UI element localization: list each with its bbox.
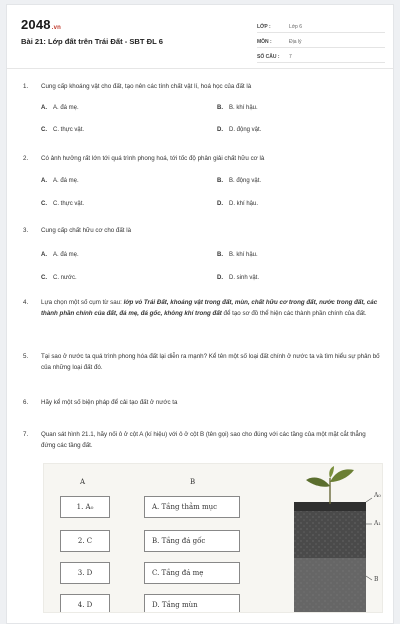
question-1 [23, 81, 381, 132]
meta-label: SỐ CÂU : [257, 54, 280, 60]
layer-label-a0: A₀ [374, 492, 381, 499]
column-b-cell[interactable]: D. Tầng mùn [144, 594, 240, 613]
option-d[interactable]: D. D. khí hậu. [217, 201, 259, 207]
question-6 [23, 397, 381, 408]
meta-value: 7 [289, 54, 292, 60]
answer-options [23, 92, 381, 132]
option-d[interactable]: D. D. động vật. [217, 127, 262, 133]
option-c[interactable]: C. C. thực vật. [41, 201, 85, 207]
meta-row-class [257, 18, 385, 33]
column-a-cell[interactable]: 4. D [60, 594, 110, 613]
question-text: Cung cấp chất hữu cơ cho đất là [41, 227, 132, 234]
column-a-cell[interactable]: 3. D [60, 562, 110, 584]
layer-label-b: B [374, 576, 379, 583]
option-d[interactable]: D. D. sinh vật. [217, 275, 260, 281]
question-number: 3. [23, 227, 29, 234]
meta-value: Địa lý [289, 39, 302, 45]
meta-row-subject [257, 33, 385, 48]
meta-value: Lớp 6 [289, 24, 303, 30]
column-b-heading: B [190, 478, 196, 486]
option-a[interactable]: A. A. đá mẹ. [41, 252, 79, 258]
question-number: 5. [23, 353, 29, 360]
option-b[interactable]: B. B. động vật. [217, 178, 262, 184]
question-text: Quan sát hình 21.1, hãy nối ô ở cột A (kí hiệu) với ô ở cột B (tên gọi) sao cho đúng với các tầng của một mặt cắt thẳng đứng các tầng đất. [41, 431, 366, 449]
question-number: 4. [23, 299, 29, 306]
meta-label: MÔN : [257, 39, 272, 45]
column-b-cell[interactable]: B. Tầng đá gốc [144, 530, 240, 552]
option-b[interactable]: B. B. khí hậu. [217, 252, 258, 258]
column-b-cell[interactable]: C. Tầng đá mẹ [144, 562, 240, 584]
question-text: Tại sao ở nước ta quá trình phong hóa đất lại diễn ra mạnh? Kể tên một số loại đất chính ở nước ta và tìm hiểu sự phân bố của những loại đất đó. [41, 353, 380, 371]
question-7 [23, 429, 381, 451]
term-list: lớp vỏ Trái Đất, khoáng vật trong đất, mùn, chất hữu cơ trong đất, nước trong đất, các thành phần chính của đất, đá mẹ, đá gốc, không khí trong đất [41, 299, 378, 317]
question-5 [23, 351, 381, 373]
question-number: 2. [23, 155, 29, 162]
question-number: 7. [23, 431, 29, 438]
soil-layer-b [294, 558, 366, 613]
worksheet-header [7, 5, 393, 69]
worksheet-meta [257, 18, 385, 63]
column-b-cell[interactable]: A. Tầng thảm mục [144, 496, 240, 518]
question-4 [23, 297, 381, 319]
question-text: Lựa chọn một số cụm từ sau: lớp vỏ Trái Đất, khoáng vật trong đất, mùn, chất hữu cơ trong đất, nước trong đất, các thành phần chính của đất, đá mẹ, đá gốc, không khí trong đất để tạo sơ đồ thể hiện các thành phần chính của đất. [41, 299, 378, 317]
meta-label: LỚP : [257, 24, 271, 30]
site-logo[interactable]: 2048.vn [21, 17, 62, 32]
layer-label-a1: A₁ [374, 520, 381, 527]
meta-row-count [257, 48, 385, 63]
option-c[interactable]: C. C. nước. [41, 275, 77, 281]
column-a-cell[interactable]: 1. A₀ [60, 496, 110, 518]
question-2 [23, 153, 381, 207]
leaf-icon [329, 466, 334, 478]
question-3 [23, 225, 381, 281]
column-a-heading: A [80, 478, 86, 486]
column-a-cell[interactable]: 2. C [60, 530, 110, 552]
worksheet [6, 4, 394, 624]
soil-profile-figure [43, 463, 383, 613]
answer-options [23, 236, 381, 281]
option-a[interactable]: A. A. đá mẹ. [41, 105, 79, 111]
soil-profile-illustration [284, 464, 383, 613]
option-b[interactable]: B. B. khí hậu. [217, 105, 258, 111]
question-number: 6. [23, 399, 29, 406]
leaf-icon [330, 469, 354, 482]
answer-options [23, 164, 381, 207]
question-number: 1. [23, 83, 29, 90]
leaf-icon [306, 478, 330, 487]
question-text: Có ảnh hưởng rất lớn tới quá trình phong hoá, tới tốc độ phân giải chất hữu cơ là [41, 155, 265, 162]
question-text: Hãy kể một số biện pháp để cải tạo đất ở nước ta [41, 399, 178, 406]
question-text: Cung cấp khoáng vật cho đất, tạo nên các tính chất vật lí, hoá học của đất là [41, 83, 252, 90]
option-a[interactable]: A. A. đá mẹ. [41, 178, 79, 184]
option-c[interactable]: C. C. thực vật. [41, 127, 85, 133]
page-title: Bài 21: Lớp đất trên Trái Đất - SBT ĐL 6 [21, 37, 163, 46]
